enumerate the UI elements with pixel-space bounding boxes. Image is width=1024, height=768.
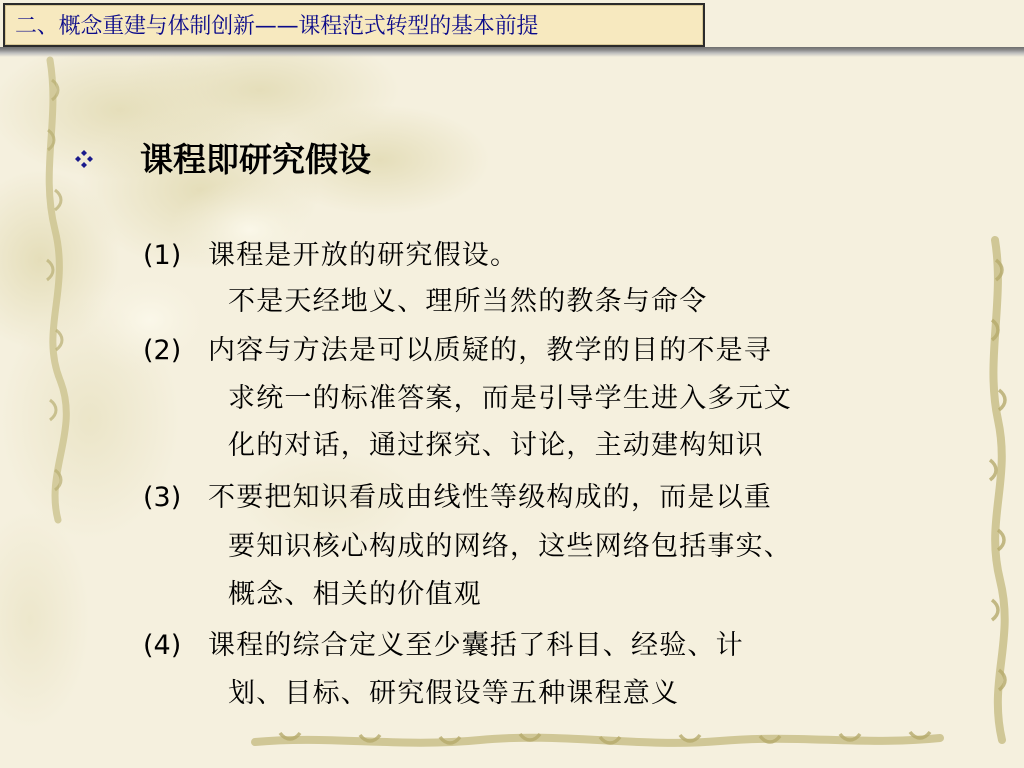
- item-line: 不是天经地义、理所当然的教条与命令: [228, 286, 708, 317]
- item-line: 不要把知识看成由线性等级构成的，而是以重: [208, 482, 772, 513]
- item-line: 划、目标、研究假设等五种课程意义: [228, 678, 680, 709]
- item-line: 化的对话，通过探究、讨论，主动建构知识: [228, 430, 764, 461]
- item-line: 求统一的标准答案，而是引导学生进入多元文: [228, 383, 792, 414]
- item-line: 课程的综合定义至少囊括了科目、经验、计: [208, 630, 744, 661]
- item-line: 课程是开放的研究假设。: [208, 240, 519, 271]
- four-diamond-bullet-icon: [75, 150, 93, 168]
- item-number: (2): [143, 335, 182, 366]
- item-line: 内容与方法是可以质疑的，教学的目的不是寻: [208, 335, 772, 366]
- item-number: (3): [143, 482, 182, 513]
- item-line: 概念、相关的价值观: [228, 579, 482, 610]
- item-line: 要知识核心构成的网络，这些网络包括事实、: [228, 531, 792, 562]
- item-number: (4): [143, 630, 182, 661]
- item-number: (1): [143, 240, 182, 271]
- section-heading: 课程即研究假设: [140, 140, 371, 179]
- slide-title: 二、概念重建与体制创新——课程范式转型的基本前提: [15, 14, 539, 39]
